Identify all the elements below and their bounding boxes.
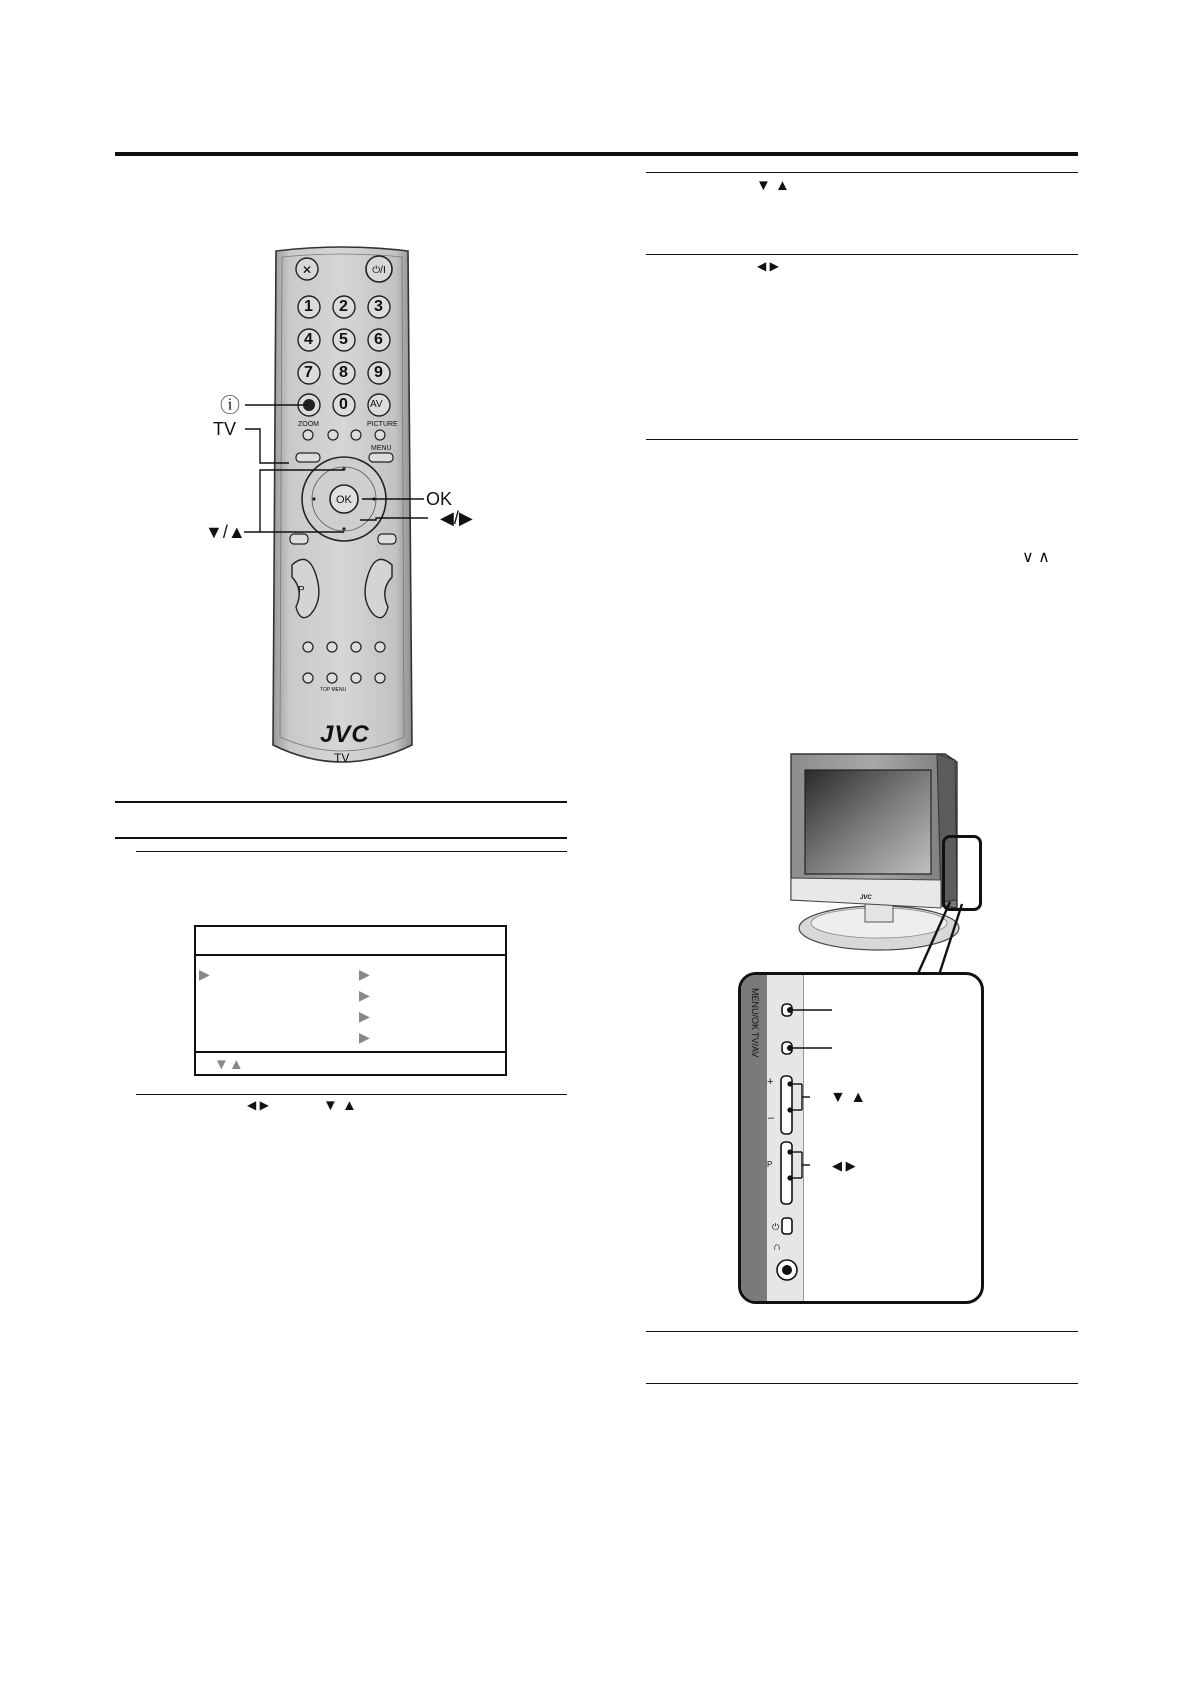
right-rule-2 <box>646 254 1078 255</box>
key-0-label: 0 <box>339 396 348 413</box>
left-rule-2 <box>115 837 567 839</box>
info-callout: ⓘ <box>220 395 240 417</box>
transport-row-1 <box>303 642 385 652</box>
key-6[interactable] <box>368 329 390 351</box>
transport-key[interactable] <box>375 673 385 683</box>
tv-panel-controls <box>764 972 924 1298</box>
menu-row-arrow: ▶ <box>359 966 370 982</box>
key-4[interactable] <box>298 329 320 351</box>
menu-nav-icons: ▼▲ <box>214 1056 244 1073</box>
volume-minus-label: – <box>768 1112 775 1124</box>
key-6-label: 6 <box>374 331 383 348</box>
svg-text:∩: ∩ <box>773 1241 781 1253</box>
svg-text:⏻: ⏻ <box>772 1222 780 1232</box>
menu-row-arrow: ▶ <box>359 987 370 1003</box>
key-5-label: 5 <box>339 331 348 348</box>
svg-text:✕: ✕ <box>301 263 313 277</box>
key-9-label: 9 <box>374 364 383 381</box>
key-3-label: 3 <box>374 298 383 315</box>
menu-row-arrow: ▶ <box>359 1029 370 1045</box>
picture-key-label: PICTURE <box>367 421 398 428</box>
key-4-label: 4 <box>304 331 313 348</box>
mute-button[interactable] <box>296 258 318 280</box>
top-menu-label: TOP MENU <box>320 687 347 693</box>
panel-updown-callout: ▼ ▲ <box>830 1089 867 1106</box>
key-8-label: 8 <box>339 364 348 381</box>
transport-key[interactable] <box>327 673 337 683</box>
key-3[interactable] <box>368 296 390 318</box>
transport-key[interactable] <box>375 642 385 652</box>
step-leftright-icons: ◀ ▶ <box>757 259 779 273</box>
menu-row-arrow: ▶ <box>359 1008 370 1024</box>
headphone-jack[interactable] <box>777 1260 797 1280</box>
right-rule-5 <box>646 1383 1078 1384</box>
volume-plus-label: + <box>767 1076 774 1088</box>
key-9[interactable] <box>368 362 390 384</box>
ok-callout: OK <box>426 489 453 509</box>
channel-p-label: P <box>767 1160 773 1169</box>
key-2[interactable] <box>333 296 355 318</box>
tv-av-side-label: TV/AV <box>750 1032 760 1058</box>
magnifier-connector <box>900 900 980 980</box>
left-rule-1 <box>115 801 567 803</box>
remote-brand-logo: JVC <box>320 721 370 748</box>
caption-leftright-icons: ◀ ▶ <box>247 1098 269 1112</box>
panel-leftright-callout: ◀ ▶ <box>832 1158 856 1173</box>
header-rule <box>115 152 1078 156</box>
menu-footer-divider <box>196 1051 505 1053</box>
menu-row-selector: ▶ <box>199 966 210 982</box>
ok-key-label: OK <box>336 494 352 506</box>
power-button[interactable] <box>366 256 392 282</box>
transport-row-2 <box>303 673 385 683</box>
channel-rocker[interactable] <box>292 559 319 617</box>
menu-title-divider <box>196 954 505 956</box>
caption-updown-icons: ▼ ▲ <box>323 1097 357 1114</box>
updown-callout: ▼/▲ <box>205 522 246 542</box>
right-rule-1 <box>646 172 1078 173</box>
step-updown-icons: ▼ ▲ <box>756 177 790 194</box>
key-7[interactable] <box>298 362 320 384</box>
transport-key[interactable] <box>351 673 361 683</box>
remote-model-label: TV <box>334 751 350 765</box>
transport-key[interactable] <box>303 642 313 652</box>
key-1-label: 1 <box>304 298 313 315</box>
key-7-label: 7 <box>304 364 313 381</box>
menu-ok-side-label: MENU/OK <box>750 988 760 1031</box>
svg-text:⏻/I: ⏻/I <box>372 265 386 276</box>
key-5[interactable] <box>333 329 355 351</box>
leftright-callout: ◀/▶ <box>440 508 473 528</box>
transport-key[interactable] <box>327 642 337 652</box>
menu-key-label: MENU <box>371 445 392 452</box>
av-key-label: AV <box>370 399 383 410</box>
left-rule-4 <box>136 1094 567 1095</box>
right-rule-4 <box>646 1331 1078 1332</box>
key-8[interactable] <box>333 362 355 384</box>
channel-chars: ∨ ∧ <box>1022 549 1050 566</box>
key-2-label: 2 <box>339 298 348 315</box>
volume-rocker[interactable] <box>365 559 392 617</box>
tv-callout: TV <box>213 419 237 439</box>
power-button-side[interactable] <box>782 1218 792 1234</box>
left-rule-3 <box>136 851 567 852</box>
zoom-key-label: ZOOM <box>298 421 319 428</box>
menu-diagram <box>194 925 507 1076</box>
key-1[interactable] <box>298 296 320 318</box>
tv-brand-logo: JVC <box>860 895 872 901</box>
transport-key[interactable] <box>303 673 313 683</box>
right-rule-3 <box>646 439 1078 440</box>
transport-key[interactable] <box>351 642 361 652</box>
p-key-label: P <box>298 585 305 596</box>
remote-callout-lines <box>200 390 480 540</box>
